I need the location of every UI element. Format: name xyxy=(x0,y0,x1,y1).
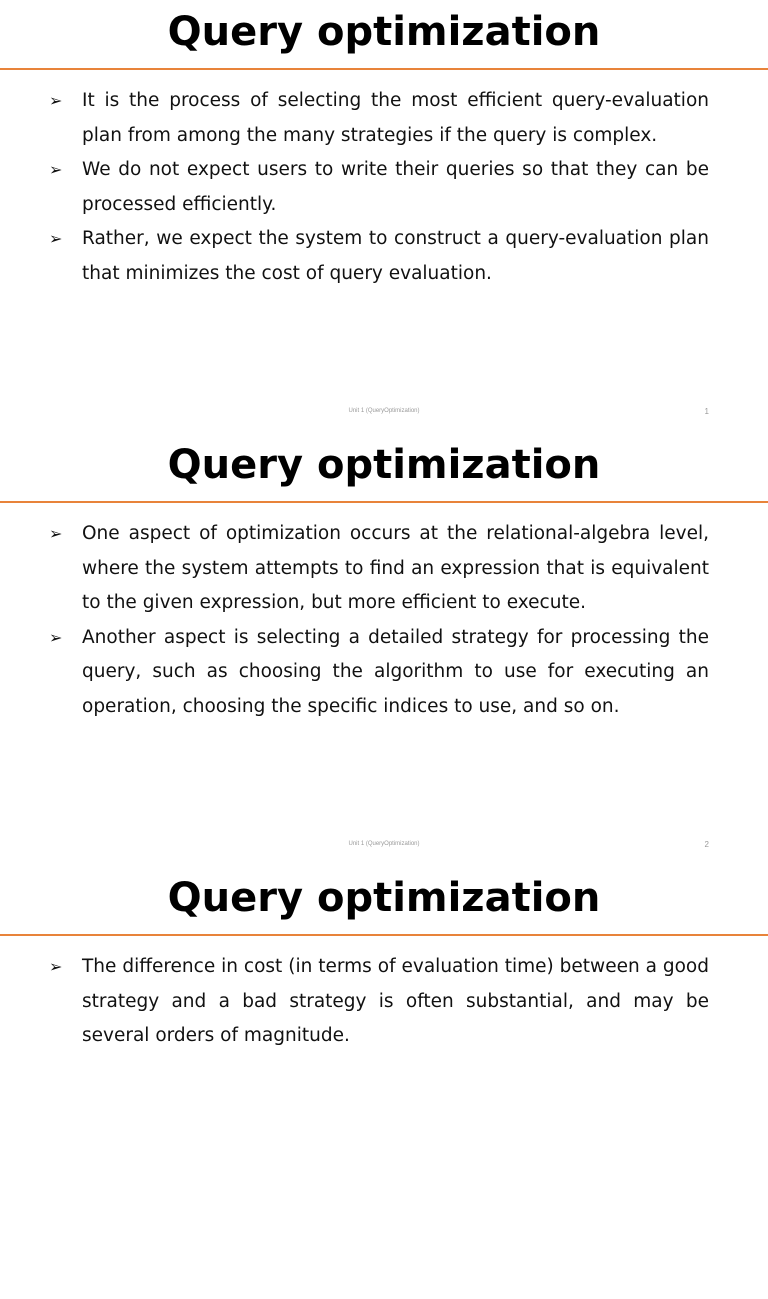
slide-title: Query optimization xyxy=(167,442,601,488)
arrow-bullet-icon: ➢ xyxy=(49,160,63,179)
bullet-item xyxy=(0,153,768,222)
bullet-text: It is the process of selecting the most efficient query-evaluation plan from among the many strategies if the query is complex. xyxy=(82,90,709,146)
bullet-item xyxy=(0,950,768,1054)
arrow-bullet-icon: ➢ xyxy=(49,229,63,248)
bullet-text: Rather, we expect the system to construct a query-evaluation plan that minimizes the cost of query evaluation. xyxy=(82,228,709,284)
bullet-text: Another aspect is selecting a detailed strategy for processing the query, such as choosing the algorithm to use for executing an operation, choosing the specific indices to use, and so on. xyxy=(82,626,709,717)
slide-number: 2 xyxy=(704,840,709,849)
slide-3 xyxy=(0,866,768,1299)
bullet-item xyxy=(0,517,768,621)
slide-title: Query optimization xyxy=(167,875,601,921)
bullet-list xyxy=(0,517,768,724)
bullet-text: We do not expect users to write their queries so that they can be processed efficiently. xyxy=(82,159,709,215)
bullet-item xyxy=(0,621,768,725)
slide-number: 1 xyxy=(704,407,709,416)
arrow-bullet-icon: ➢ xyxy=(49,91,63,110)
bullet-item xyxy=(0,84,768,153)
slide-1 xyxy=(0,0,768,433)
title-divider xyxy=(0,934,768,936)
bullet-list xyxy=(0,950,768,1054)
bullet-text: The difference in cost (in terms of evaluation time) between a good strategy and a bad strategy is often substantial, and may be several orders of magnitude. xyxy=(82,956,709,1046)
bullet-text: One aspect of optimization occurs at the relational-algebra level, where the system attempts to find an expression that is equivalent to the given expression, but more efficient to execute. xyxy=(82,523,709,613)
arrow-bullet-icon: ➢ xyxy=(49,957,63,976)
arrow-bullet-icon: ➢ xyxy=(49,627,63,647)
slide-footer: Unit 1 (QueryOptimization) xyxy=(348,841,420,847)
bullet-item xyxy=(0,222,768,291)
title-divider xyxy=(0,501,768,503)
slide-footer: Unit 1 (QueryOptimization) xyxy=(348,408,420,414)
arrow-bullet-icon: ➢ xyxy=(49,524,63,543)
slide-2 xyxy=(0,433,768,866)
slide-title: Query optimization xyxy=(167,9,601,55)
title-divider xyxy=(0,68,768,70)
bullet-list xyxy=(0,84,768,291)
